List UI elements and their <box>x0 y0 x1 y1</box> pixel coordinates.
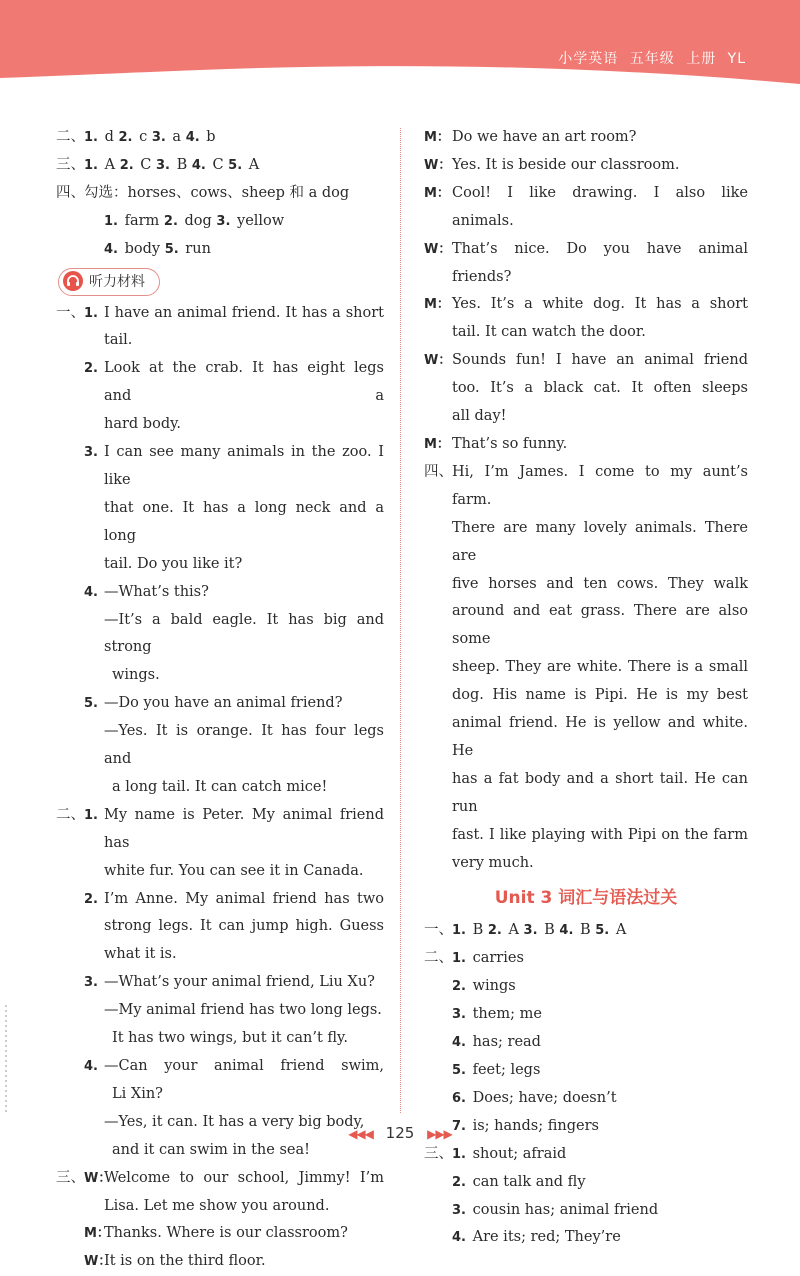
page-number: 125 <box>385 1124 415 1142</box>
answer-line: 4. body 5. run <box>104 240 211 257</box>
answer-line: 二、 1. carries <box>424 945 748 973</box>
listening-line: that one. It has a long neck and a long <box>104 499 384 544</box>
section-marker: 三、 <box>56 156 85 173</box>
headphones-icon <box>63 271 83 291</box>
speaker-label: M： <box>424 436 450 452</box>
section-marker: 四、 <box>424 463 453 480</box>
passage-line: around and eat grass. There are also some <box>452 603 748 648</box>
answer-line: 5. feet; legs <box>452 1062 541 1078</box>
dialog-line: 三、 W： Welcome to our school, Jimmy! I’m <box>56 1165 384 1193</box>
answer-section-2: 二、 1. d 2. c 3. a 4. b <box>56 124 384 152</box>
listening-line: —My animal friend has two long legs. <box>104 1002 382 1019</box>
dialog-line: W： Sounds fun! I have an animal friend <box>424 347 748 375</box>
section-marker: 二、 <box>424 950 453 967</box>
listening-badge: 听力材料 <box>56 264 384 300</box>
passage-line: very much. <box>452 854 534 871</box>
answer-line: 7. is; hands; fingers <box>452 1117 599 1134</box>
dialog-line: W： Yes. It is beside our classroom. <box>424 152 748 180</box>
listening-line: 4. —What’s this? <box>84 583 209 600</box>
listening-line: tail. Do you like it? <box>104 555 243 572</box>
listening-line: 3. I can see many animals in the zoo. I like <box>84 444 384 488</box>
speaker-label: M： <box>424 130 450 145</box>
header-title: 小学英语 五年级 上册 YL <box>558 51 746 67</box>
dialog-line: friends? <box>452 268 512 285</box>
listening-line: a long tail. It can catch mice! <box>112 778 328 795</box>
answer-line: 4. Are its; red; They’re <box>452 1229 621 1246</box>
dialog-line: Lisa. Let me show you around. <box>104 1197 330 1214</box>
section-marker: 二、 <box>56 129 85 145</box>
listening-line: wings. <box>112 667 160 684</box>
speaker-label: W： <box>424 241 452 257</box>
listening-line: hard body. <box>104 416 181 433</box>
answer-section-4: 四、 勾选：horses、cows、sheep 和 a dog <box>56 180 384 208</box>
passage-line: five horses and ten cows. They walk <box>452 575 748 592</box>
right-column <box>424 124 748 1252</box>
dialog-line: W： It is on the third floor. <box>56 1248 384 1276</box>
dialog-line: too. It’s a black cat. It often sleeps <box>452 380 748 397</box>
passage-line: There are many lovely animals. There are <box>452 519 748 564</box>
listening-line: 2. Look at the crab. It has eight legs and a <box>84 360 384 405</box>
page-footer <box>0 1124 800 1142</box>
passage-line: dog. His name is Pipi. He is my best <box>452 687 748 704</box>
listening-line: white fur. You can see it in Canada. <box>104 862 364 879</box>
passage-line: has a fat body and a short tail. He can run <box>452 770 748 815</box>
listening-line: and it can swim in the sea! <box>112 1141 310 1158</box>
dialog-line: tail. It can watch the door. <box>452 324 646 341</box>
listening-line: 2. I’m Anne. My animal friend has two <box>84 890 384 907</box>
column-divider <box>400 128 401 1113</box>
answer-line: 6. Does; have; doesn’t <box>452 1089 617 1106</box>
answer-line: 4. has; read <box>452 1034 541 1051</box>
speaker-label: W： <box>84 1170 112 1186</box>
dialog-line: W： That’s nice. Do you have animal <box>424 236 748 264</box>
answer-line: 2. wings <box>452 978 516 995</box>
speaker-label: M： <box>424 185 450 201</box>
next-arrows-icon: ▶▶▶ <box>427 1127 452 1141</box>
listening-line: It has two wings, but it can’t fly. <box>112 1030 348 1047</box>
speaker-label: M： <box>84 1226 110 1242</box>
answer-section-1: 一、 1. B 2. A 3. B 4. B 5. A <box>424 917 748 945</box>
listening-line: tail. <box>104 332 133 349</box>
answer-line: 三、 1. shout; afraid <box>424 1141 748 1169</box>
listening-line: —Yes, it can. It has a very big body, <box>104 1113 365 1130</box>
answer-line: 2. can talk and fly <box>452 1173 586 1190</box>
passage-line: sheep. They are white. There is a small <box>452 659 748 676</box>
unit-title: Unit 3 词汇与语法过关 <box>494 888 678 909</box>
listening-line: —It’s a bald eagle. It has big and strong <box>104 611 384 656</box>
dialog-line: M： Do we have an art room? <box>424 124 748 152</box>
dialog-line: M： Yes. It’s a white dog. It has a short <box>424 291 748 319</box>
section-marker: 一、 <box>424 922 453 939</box>
dialog-line: M： Cool! I like drawing. I also like <box>424 180 748 208</box>
dialog-line: animals. <box>452 212 514 229</box>
answer-line: 1. farm 2. dog 3. yellow <box>104 212 285 229</box>
passage-line: fast. I like playing with Pipi on the farm <box>452 826 748 843</box>
listening-line: —Yes. It is orange. It has four legs and <box>104 723 384 768</box>
left-column <box>56 124 384 1276</box>
listening-line: 4. —Can your animal friend swim, <box>84 1058 384 1074</box>
speaker-label: W： <box>424 353 452 369</box>
dialog-line: M： Thanks. Where is our classroom? <box>56 1220 384 1248</box>
answer-line: 3. them; me <box>452 1006 542 1023</box>
section-marker: 三、 <box>424 1145 453 1162</box>
listening-line: 5. —Do you have an animal friend? <box>84 695 343 712</box>
answer-section-3: 三、 1. A 2. C 3. B 4. C 5. A <box>56 152 384 180</box>
speaker-label: M： <box>424 297 450 313</box>
listening-line: 二、 1. My name is Peter. My animal friend has <box>56 806 384 851</box>
section-marker: 四、 <box>56 184 85 201</box>
listening-line: strong legs. It can jump high. Guess <box>104 918 384 935</box>
listening-line: Li Xin? <box>112 1085 163 1102</box>
dialog-line: M： That’s so funny. <box>424 431 748 459</box>
answer-line: 3. cousin has; animal friend <box>452 1201 659 1218</box>
speaker-label: W： <box>84 1254 112 1270</box>
question-number: 1. <box>84 305 98 321</box>
prev-arrows-icon: ◀◀◀ <box>348 1127 373 1141</box>
passage-line: 四、 Hi, I’m James. I come to my aunt’s farm. <box>424 459 748 515</box>
passage-line: animal friend. He is yellow and white. He <box>452 715 748 759</box>
speaker-label: W： <box>424 157 452 173</box>
side-scan-mark <box>2 1005 10 1115</box>
listening-line: 3. —What’s your animal friend, Liu Xu? <box>84 974 375 991</box>
listening-line: what it is. <box>104 946 177 963</box>
dialog-line: all day! <box>452 408 507 425</box>
listening-line: 一、 1. I have an animal friend. It has a short <box>56 300 384 328</box>
